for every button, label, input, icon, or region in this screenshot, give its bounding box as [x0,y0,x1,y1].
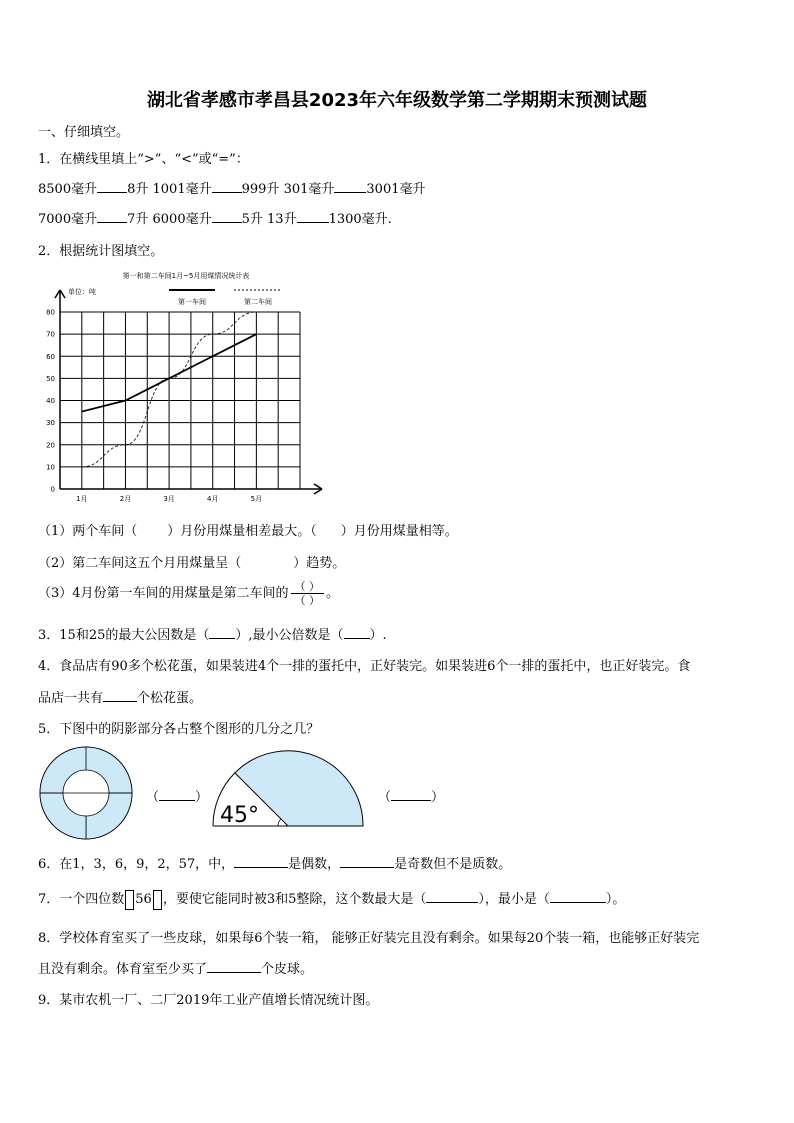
q2-part1: （1）两个车间（ ）月份用煤量相差最大。（ ）月份用煤量相等。 [38,524,458,539]
chart-unit-label: 单位：吨 [68,288,96,296]
q9: 9．某市农机一厂、二厂2019年工业产值增长情况统计图。 [38,993,379,1008]
q5-blank2: （ ） [378,786,444,805]
y-tick-label: 40 [46,397,55,405]
q2-stem: 2．根据统计图填空。 [38,244,164,259]
legend-series-1: 第一车间 [178,298,206,306]
q2-part3: （3）4月份第一车间的用煤量是第二车间的 $\frac{( )}{( )}$ 。 [38,580,340,607]
y-tick-label: 10 [46,463,55,472]
x-tick-label: 4月 [206,495,219,503]
q5-blank1: （ ） [146,786,208,805]
q4-line1: 4．食品店有90多个松花蛋，如果装进4个一排的蛋托中，正好装完。如果装进6个一排的蛋托中，也正好装完。食 [38,659,691,674]
y-tick-label: 60 [46,352,55,361]
q7: 7．一个四位数 56 ，要使它能同时被3和5整除，这个数最大是（ ），最小是（ ）。 [38,888,625,910]
angle-label: 45° [220,803,259,828]
chart-grid [55,290,322,494]
q8-line2: 且没有剩余。体育室至少买了 个皮球。 [38,958,313,977]
q3: 3．15和25的最大公因数是（ ）,最小公倍数是（ ）. [38,624,387,643]
q1-row1: 8500毫升 8升 1001毫升 999升 301毫升 3001毫升 [38,178,426,197]
y-tick-label: 50 [46,374,55,383]
x-tick-label: 2月 [119,495,132,503]
q4-line2: 品店一共有 个松花蛋。 [38,687,202,706]
q1-row2: 7000毫升 7升 6000毫升 5升 13升 1300毫升. [38,208,392,227]
page-title: 湖北省孝感市孝昌县2023年六年级数学第二学期期末预测试题 [146,90,648,111]
digit-box-1 [125,890,134,910]
x-tick-label: 3月 [163,495,175,503]
digit-box-2 [153,890,162,910]
chart-title: 第一和第二车间1月~5月用煤情况统计表 [122,272,250,280]
y-tick-label: 30 [46,419,55,428]
y-tick-label: 0 [50,485,55,494]
q1-stem: 1．在横线里填上“>”、“<”或“=”： [38,152,249,167]
coal-usage-line-chart [38,266,338,511]
legend-series-2: 第二车间 [244,298,272,306]
x-tick-label: 1月 [76,495,88,503]
pinwheel-circle-figure [38,745,138,841]
x-tick-label: 5月 [250,495,263,503]
q5-stem: 5．下图中的阴影部分各占整个图形的几分之几？ [38,722,320,737]
semicircle-figure [212,746,364,830]
y-tick-label: 70 [46,330,55,339]
q6: 6．在1，3，6，9，2，57，中， 是偶数， 是奇数但不是质数。 [38,853,511,872]
q8-line1: 8．学校体育室买了一些皮球，如果每6个装一箱， 能够正好装完且没有剩余。如果每20个装一箱，也能够正好装完 [38,931,700,946]
chart-ticks [46,309,262,504]
section-heading: 一、仔细填空。 [38,125,130,140]
y-tick-label: 80 [46,308,55,317]
fraction-blank: $\frac{( )}{( )}$ [291,580,325,607]
y-tick-label: 20 [46,441,55,450]
q2-part2: （2）第二车间这五个月用煤量呈（ ）趋势。 [38,556,346,571]
